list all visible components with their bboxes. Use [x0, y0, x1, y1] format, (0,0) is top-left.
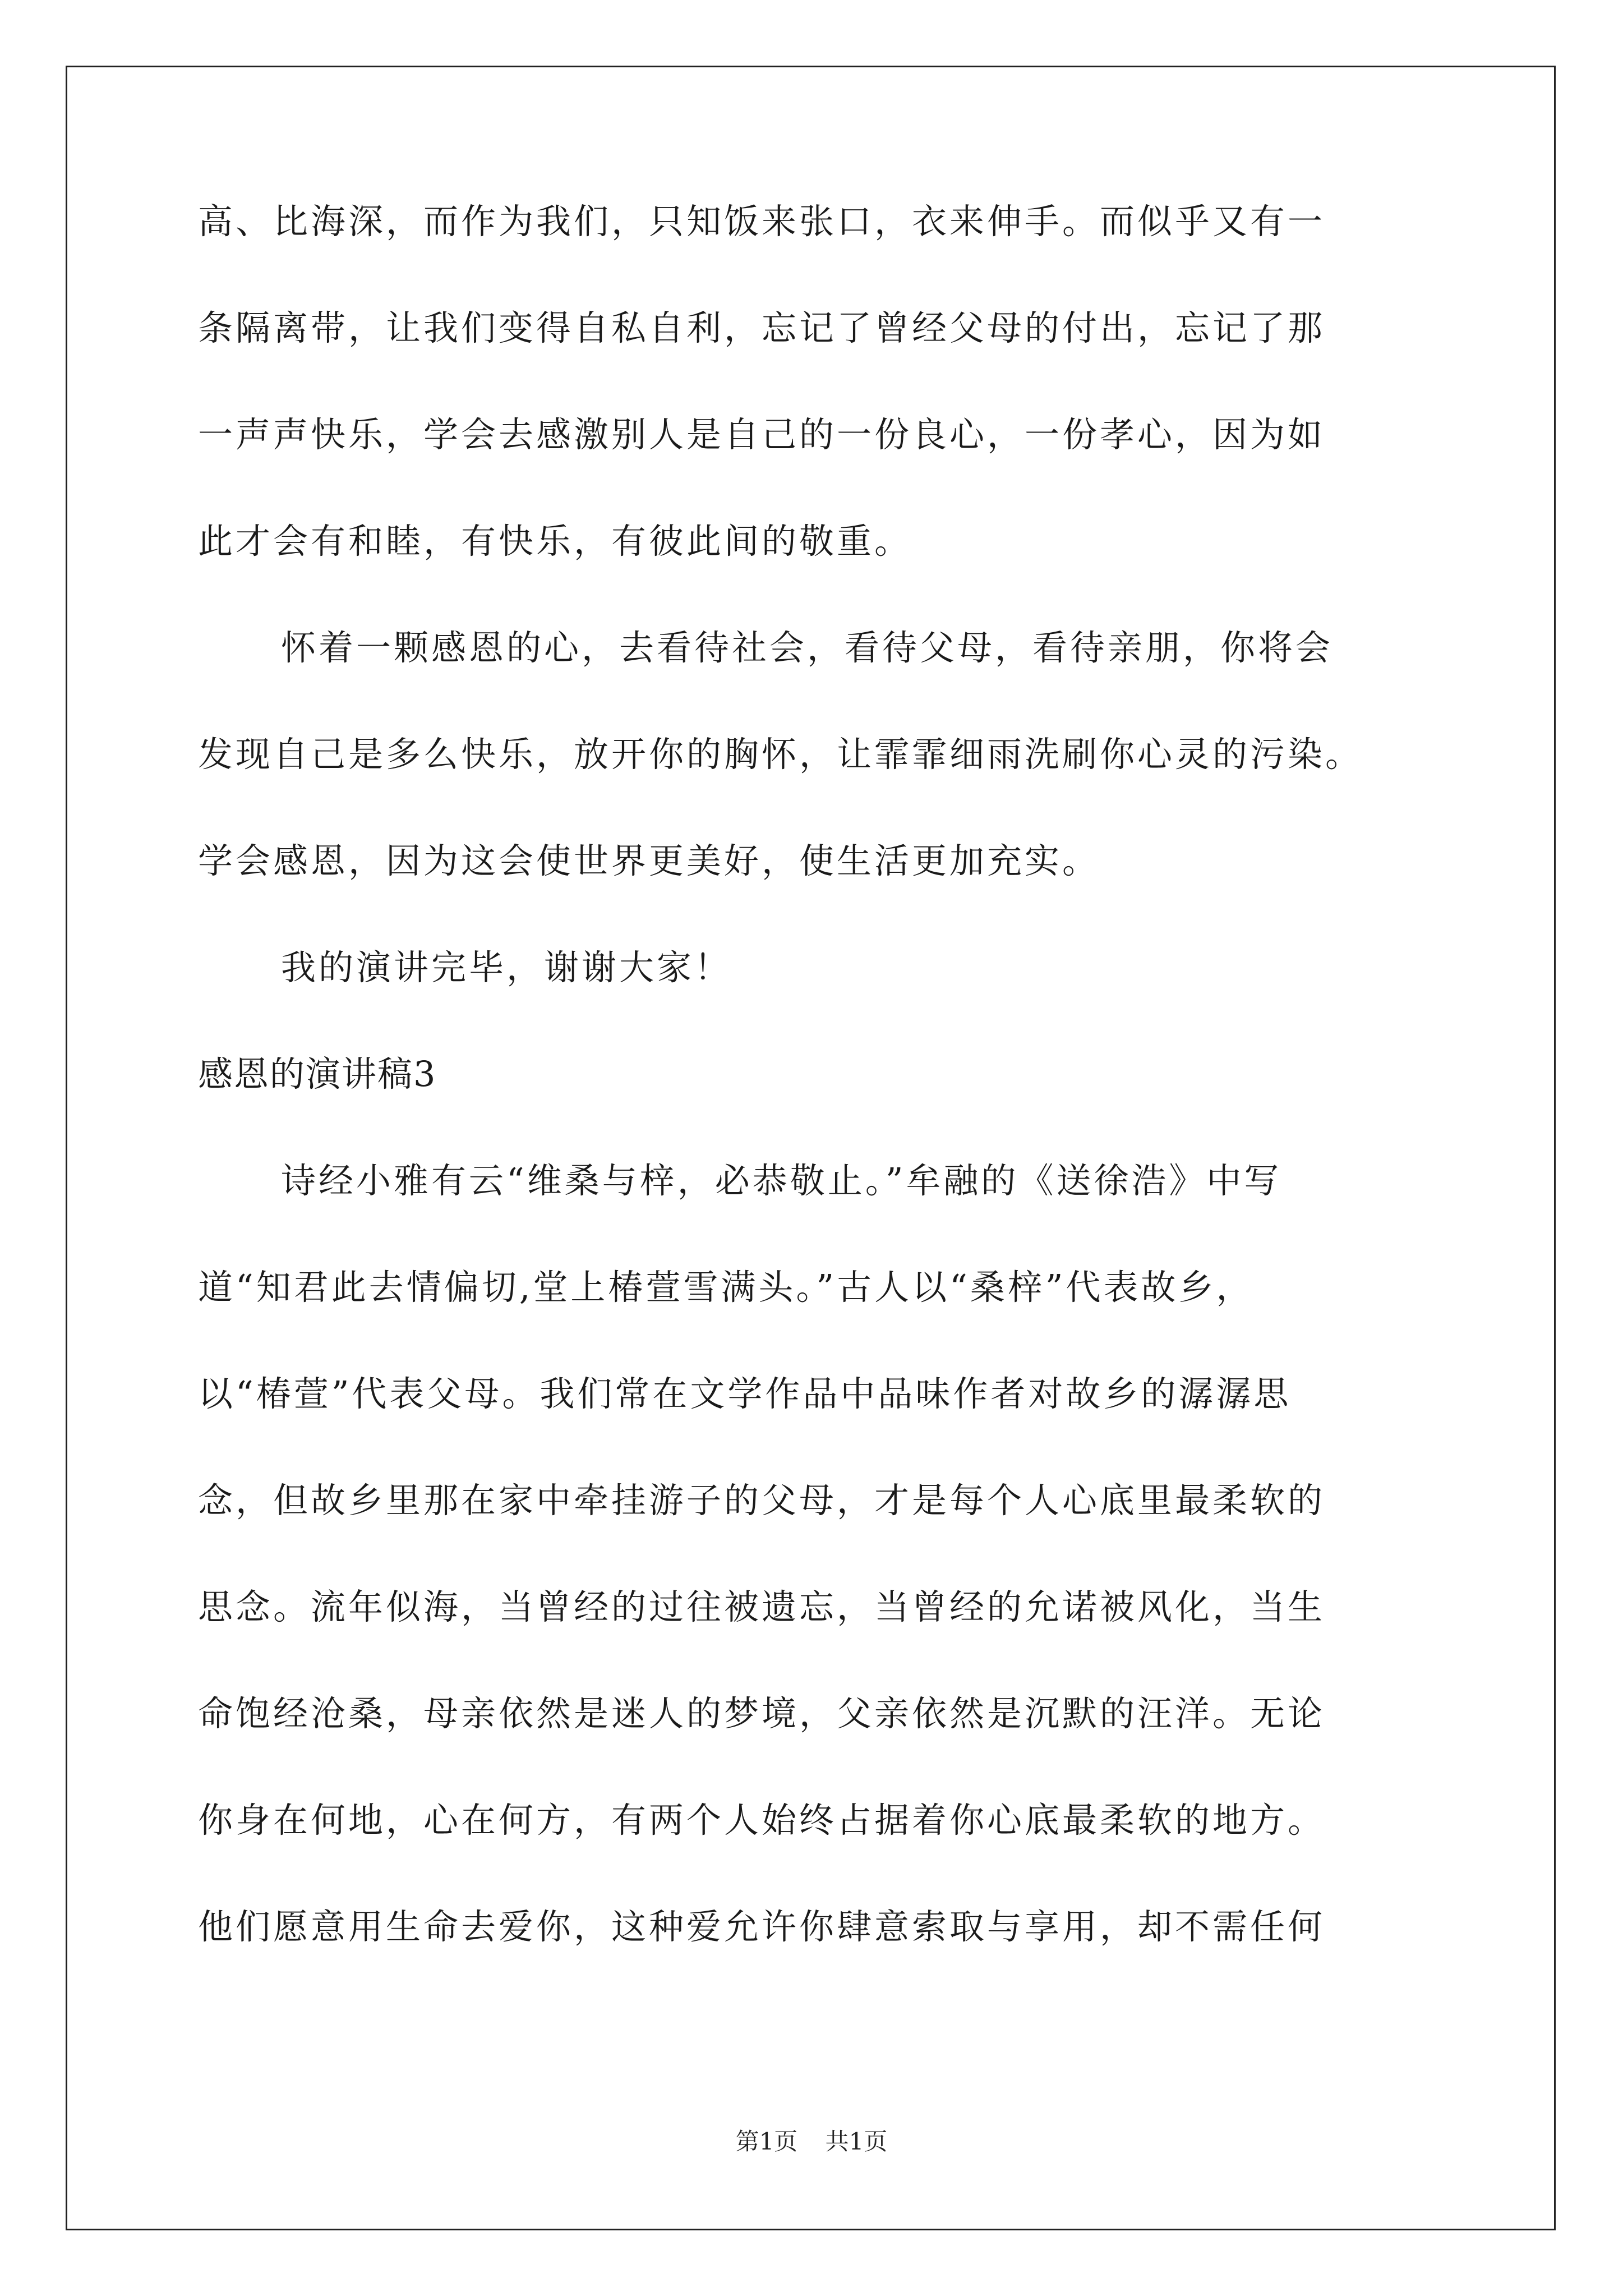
paragraph-line: 学会感恩，因为这会使世界更美好，使生活更加充实。	[198, 840, 1100, 881]
paragraph-line: 你身在何地，心在何方，有两个人始终占据着你心底最柔软的地方。	[198, 1800, 1326, 1841]
section-heading: 感恩的演讲稿3	[198, 1053, 437, 1094]
paragraph-line: 命饱经沧桑，母亲依然是迷人的梦境，父亲依然是沉默的汪洋。无论	[198, 1693, 1326, 1734]
document-body	[198, 168, 1429, 1980]
paragraph-line: 此才会有和睦，有快乐，有彼此间的敬重。	[198, 521, 912, 562]
paragraph-line: 念，但故乡里那在家中牵挂游子的父母，才是每个人心底里最柔软的	[198, 1480, 1326, 1521]
paragraph-line: 我的演讲完毕，谢谢大家！	[281, 947, 732, 988]
page-footer	[0, 2123, 1623, 2157]
page-number: 第1页	[735, 2128, 798, 2155]
paragraph-line: 道“知君此去情偏切,堂上椿萱雪满头。”古人以“桑梓”代表故乡，	[198, 1267, 1254, 1308]
paragraph-line: 以“椿萱”代表父母。我们常在文学作品中品味作者对故乡的潺潺思	[198, 1373, 1292, 1414]
paragraph-line: 条隔离带，让我们变得自私自利，忘记了曾经父母的付出，忘记了那	[198, 307, 1326, 348]
paragraph-line: 高、比海深，而作为我们，只知饭来张口，衣来伸手。而似乎又有一	[198, 201, 1326, 242]
page-total: 共1页	[825, 2128, 888, 2155]
paragraph-line: 他们愿意用生命去爱你，这种爱允许你肆意索取与享用，却不需任何	[198, 1906, 1326, 1947]
paragraph-line: 思念。流年似海，当曾经的过往被遗忘，当曾经的允诺被风化，当生	[198, 1586, 1326, 1627]
paragraph-line: 发现自己是多么快乐，放开你的胸怀，让霏霏细雨洗刷你心灵的污染。	[198, 734, 1363, 775]
paragraph-line: 诗经小雅有云“维桑与梓，必恭敬止。”牟融的《送徐浩》中写	[281, 1160, 1282, 1201]
paragraph-line: 一声声快乐，学会去感激别人是自己的一份良心，一份孝心，因为如	[198, 414, 1326, 455]
paragraph-line: 怀着一颗感恩的心，去看待社会，看待父母，看待亲朋，你将会	[281, 627, 1334, 668]
